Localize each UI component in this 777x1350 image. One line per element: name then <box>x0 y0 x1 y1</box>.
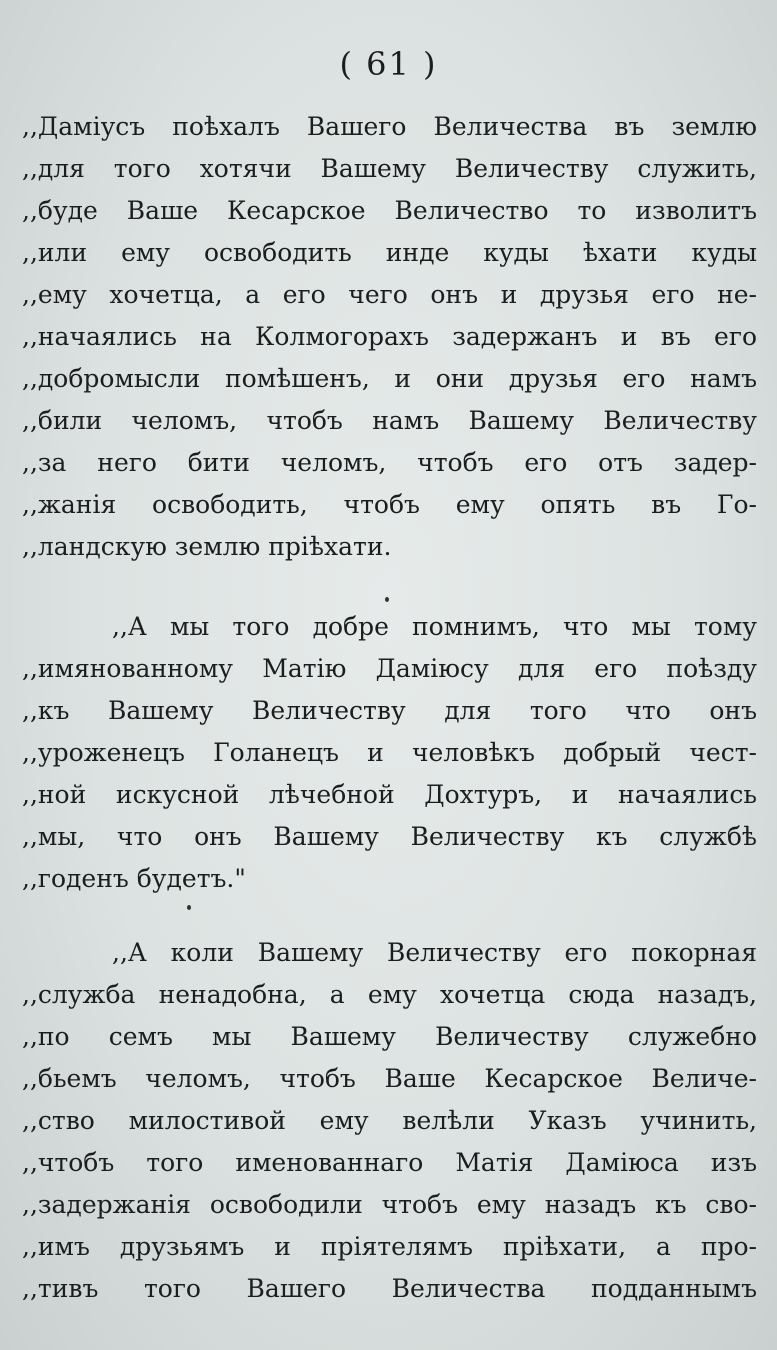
paragraph-1 <box>22 106 757 568</box>
text-line: ,,уроженецъ Голанецъ и человѣкъ добрый чест- <box>22 738 757 767</box>
text-line: ,,задержанiя освободили чтобъ ему назадъ къ сво- <box>22 1190 757 1219</box>
text-line: ,,или ему освободить инде куды ѣхати куды <box>22 238 757 267</box>
text-line: ,,годенъ будетъ." <box>22 864 246 893</box>
text-line: ,,ство милостивой ему велѣли Указъ учинить, <box>22 1106 757 1135</box>
text-line: ,,по семъ мы Вашему Величеству служебно <box>22 1022 757 1051</box>
text-line: ,,служба ненадобна, а ему хочетца сюда назадъ, <box>22 980 757 1009</box>
paragraph-2 <box>22 606 757 900</box>
text-line: ,,А коли Вашему Величеству его покорная <box>112 938 757 967</box>
text-line: ,,имянованному Матiю Дамiюсу для его поѣзду <box>22 654 757 683</box>
text-line: ,,буде Ваше Кесарское Величество то изволитъ <box>22 196 757 225</box>
text-line: ,,бьемъ челомъ, чтобъ Ваше Кесарское Величе- <box>22 1064 757 1093</box>
text-line: ,,имъ друзьямъ и прiятелямъ прiѣхати, а про- <box>22 1232 757 1261</box>
text-line: ,,мы, что онъ Вашему Величеству къ службѣ <box>22 822 757 851</box>
text-line: ,,Дамiусъ поѣхалъ Вашего Величества въ землю <box>22 112 757 141</box>
text-line: ,,тивъ того Вашего Величества подданнымъ <box>22 1274 757 1303</box>
text-line: ,,начаялись на Колмогорахъ задержанъ и въ его <box>22 322 757 351</box>
text-line: ,,ной искусной лѣчебной Дохтуръ, и начаялись <box>22 780 757 809</box>
ink-speck <box>385 597 389 602</box>
text-line: ,,добромысли помѣшенъ, и они друзья его намъ <box>22 364 757 393</box>
paragraph-3 <box>22 932 757 1310</box>
text-line: ,,для того хотячи Вашему Величеству служить, <box>22 154 757 183</box>
text-line: ,,А мы того добре помнимъ, что мы тому <box>112 612 757 641</box>
text-line: ,,чтобъ того именованнаго Матiя Дамiюса изъ <box>22 1148 757 1177</box>
ink-speck <box>187 905 191 910</box>
text-line: ,,ему хочетца, а его чего онъ и друзья его не- <box>22 280 757 309</box>
text-line: ,,ландскую землю прiѣхати. <box>22 532 392 561</box>
page-number: ( 61 ) <box>339 45 438 83</box>
text-line: ,,за него бити челомъ, чтобъ его отъ задер- <box>22 448 757 477</box>
text-line: ,,жанiя освободить, чтобъ ему опять въ Го- <box>22 490 757 519</box>
text-line: ,,къ Вашему Величеству для того что онъ <box>22 696 757 725</box>
text-line: ,,били челомъ, чтобъ намъ Вашему Величеству <box>22 406 757 435</box>
